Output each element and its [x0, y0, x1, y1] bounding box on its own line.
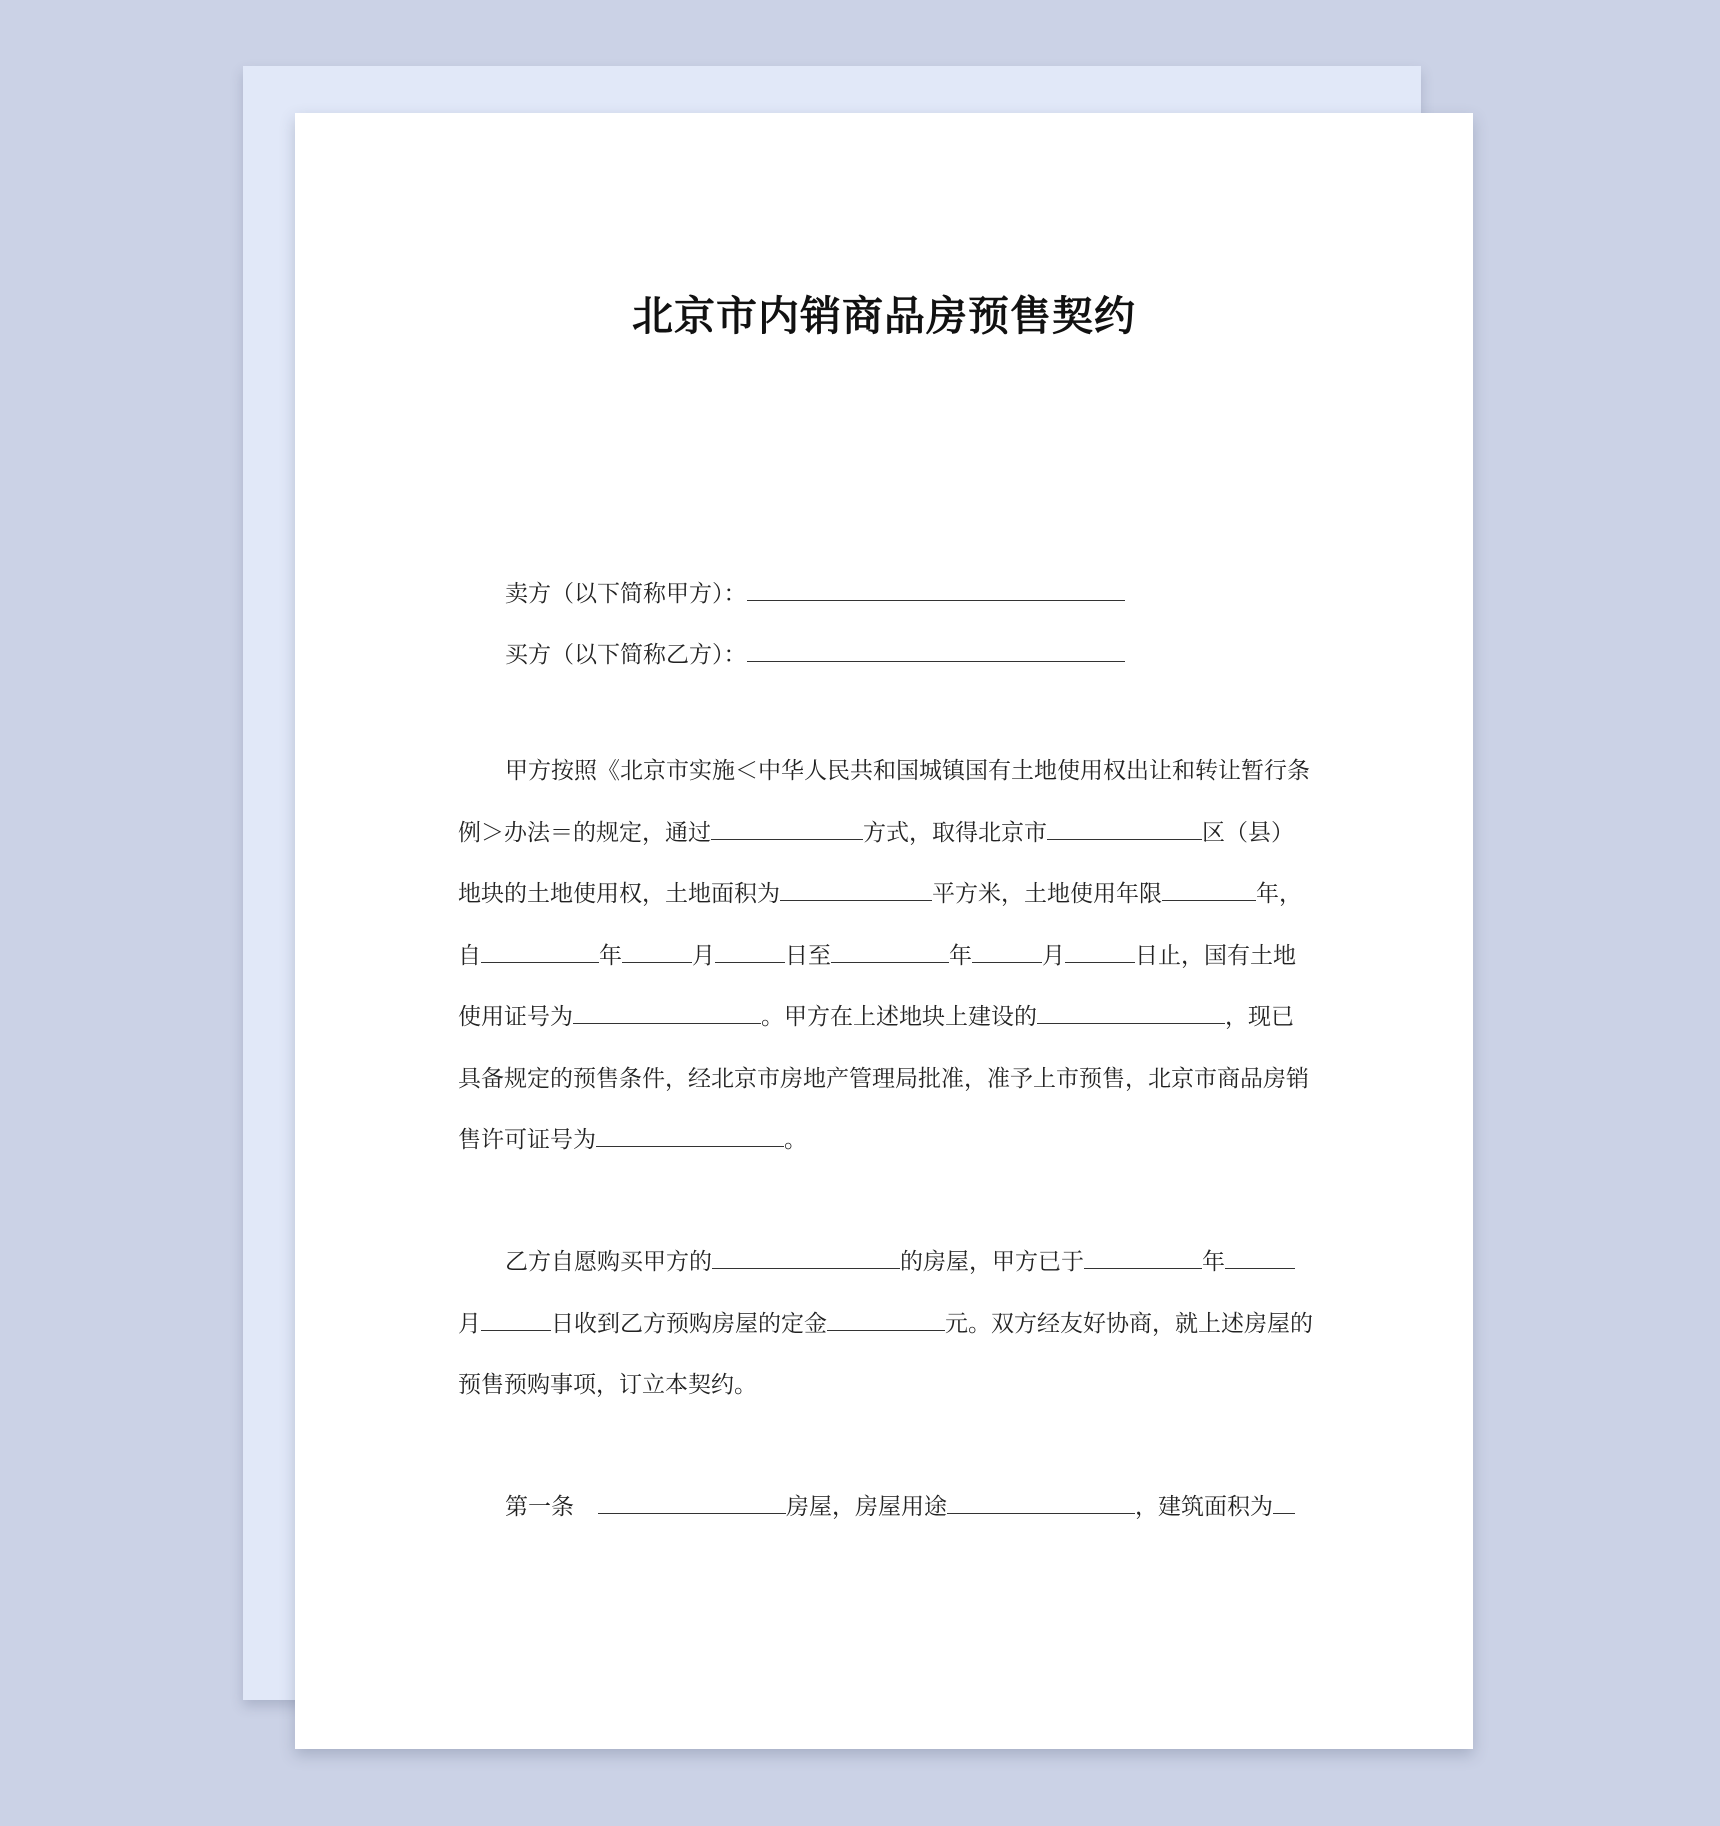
document-page — [295, 113, 1473, 1749]
blank-deposit-day[interactable] — [481, 1308, 551, 1331]
seller-line — [505, 575, 1125, 608]
paragraph-deposit: 乙方自愿购买甲方的 的房屋，甲方已于 年月 日收到乙方预购房屋的定金 元。双方经友好协商，就上述房屋的预售预购事项，订立本契约。 — [458, 1232, 1314, 1417]
blank-end-day[interactable] — [1065, 940, 1135, 963]
blank-floor-area[interactable] — [1273, 1491, 1295, 1514]
blank-land-cert-no[interactable] — [573, 1001, 761, 1024]
blank-project-name[interactable] — [1037, 1001, 1225, 1024]
blank-house-use[interactable] — [947, 1491, 1135, 1514]
buyer-blank[interactable] — [747, 639, 1125, 662]
blank-house[interactable] — [712, 1246, 900, 1269]
blank-start-year[interactable] — [481, 940, 599, 963]
blank-end-year[interactable] — [831, 940, 949, 963]
seller-label: 卖方（以下简称甲方）： — [505, 581, 747, 607]
blank-land-area[interactable] — [780, 878, 932, 901]
blank-deposit-month[interactable] — [1225, 1246, 1295, 1269]
blank-end-month[interactable] — [972, 940, 1042, 963]
article-1-label: 第一条 — [505, 1494, 574, 1520]
paragraph-land-use: 甲方按照《北京市实施＜中华人民共和国城镇国有土地使用权出让和转让暂行条例＞办法＝的规定，通过 方式，取得北京市 区（县）地块的土地使用权，土地面积为 平方米，土地使用年限 年，自 年 月 日至 年 月 日止，国有土地使用证号为 。甲方在上述地块上建设的 ，现已具备规定的预售条件，经北京市房地产管理局批准，准予上市预售，北京市商品房销售许可证号为 。 — [458, 758, 1310, 1153]
page-title: 北京市内销商品房预售契约 — [632, 292, 1136, 340]
blank-house-location[interactable] — [598, 1491, 786, 1514]
blank-start-day[interactable] — [715, 940, 785, 963]
blank-start-month[interactable] — [622, 940, 692, 963]
blank-deposit-amount[interactable] — [827, 1308, 945, 1331]
blank-method[interactable] — [711, 817, 863, 840]
buyer-label: 买方（以下简称乙方）： — [505, 642, 747, 668]
blank-sale-license-no[interactable] — [596, 1124, 784, 1147]
blank-land-term[interactable] — [1162, 878, 1256, 901]
article-1: 第一条 房屋，房屋用途 ，建筑面积为 — [458, 1477, 1314, 1539]
buyer-line — [505, 636, 1125, 669]
seller-blank[interactable] — [747, 578, 1125, 601]
blank-deposit-year[interactable] — [1084, 1246, 1202, 1269]
blank-district[interactable] — [1047, 817, 1202, 840]
